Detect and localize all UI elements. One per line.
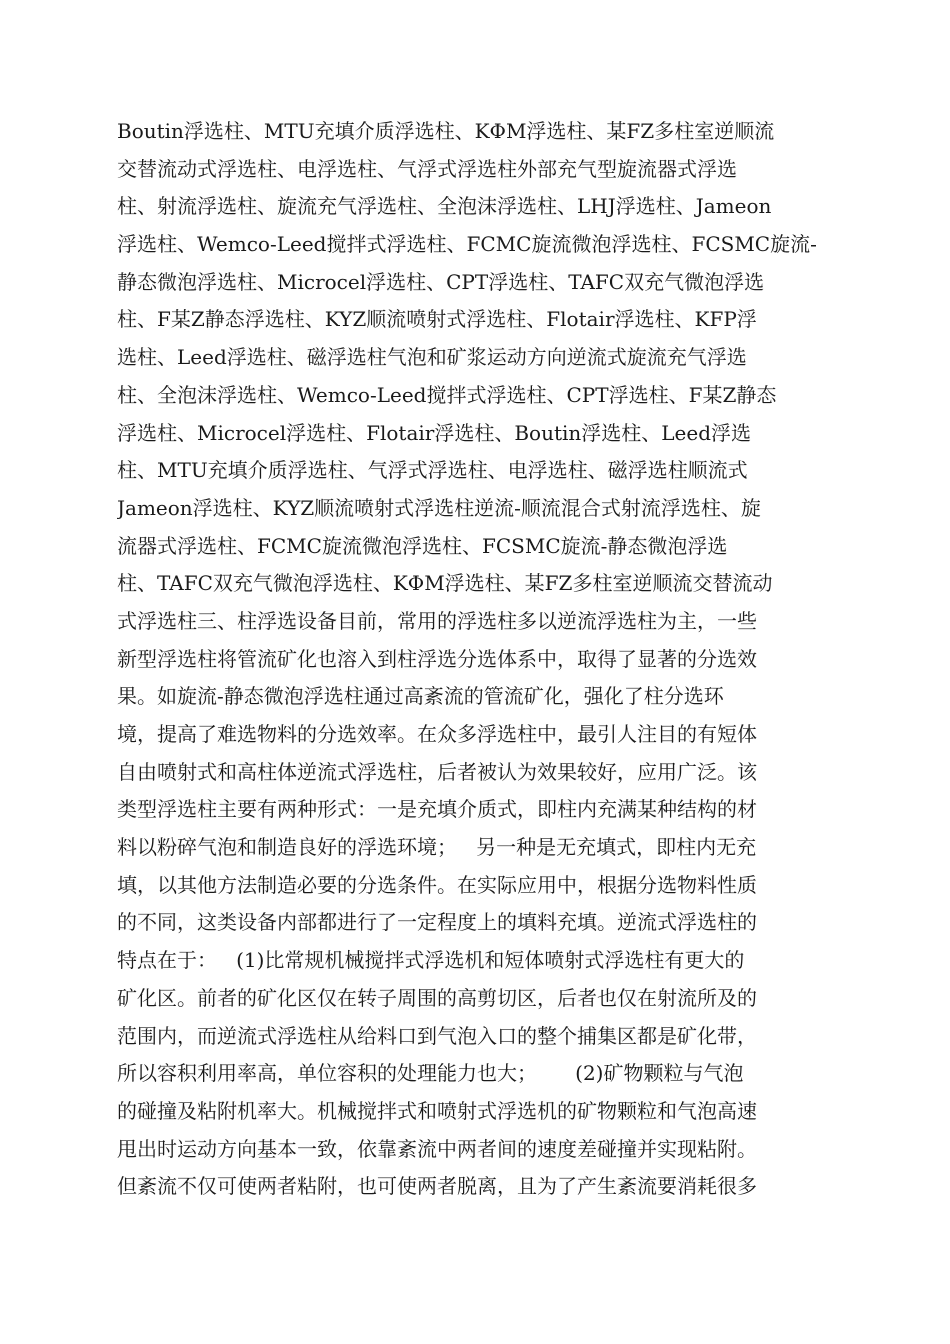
text-line: 范围内，而逆流式浮选柱从给料口到气泡入口的整个捕集区都是矿化带， [117,1023,757,1048]
text-line: 自由喷射式和高柱体逆流式浮选柱，后者被认为效果较好，应用广泛。该 [117,759,757,784]
text-line: 的不同，这类设备内部都进行了一定程度上的填料充填。逆流式浮选柱的 [117,910,757,935]
text-line: 交替流动式浮选柱、电浮选柱、气浮式浮选柱外部充气型旋流器式浮选 [117,156,737,181]
text-line: 式浮选柱三、柱浮选设备目前，常用的浮选柱多以逆流浮选柱为主，一些 [117,608,757,633]
text-line: Jameon浮选柱、KYZ顺流喷射式浮选柱逆流-顺流混合式射流浮选柱、旋 [117,495,761,520]
text-line: 浮选柱、Wemco-Leed搅拌式浮选柱、FCMC旋流微泡浮选柱、FCSMC旋流- [117,232,817,257]
text-line: 浮选柱、Microcel浮选柱、Flotair浮选柱、Boutin浮选柱、Leed浮选 [117,420,752,445]
text-line: 果。如旋流-静态微泡浮选柱通过高紊流的管流矿化，强化了柱分选环 [117,684,724,709]
text-line: 类型浮选柱主要有两种形式：一是充填介质式，即柱内充满某种结构的材 [117,797,757,822]
text-line: 流器式浮选柱、FCMC旋流微泡浮选柱、FCSMC旋流-静态微泡浮选 [117,533,728,558]
text-line: 但紊流不仅可使两者粘附，也可使两者脱离，且为了产生紊流要消耗很多 [117,1174,757,1199]
text-line: 新型浮选柱将管流矿化也溶入到柱浮选分选体系中，取得了显著的分选效 [117,646,757,671]
text-line: 柱、F某Z静态浮选柱、KYZ顺流喷射式浮选柱、Flotair浮选柱、KFP浮 [117,307,757,332]
body-text [117,113,833,1206]
text-line: 所以容积利用率高，单位容积的处理能力也大； (2)矿物颗粒与气泡 [117,1061,744,1086]
text-line: 柱、全泡沫浮选柱、Wemco-Leed搅拌式浮选柱、CPT浮选柱、F某Z静态 [117,382,777,407]
text-line: 料以粉碎气泡和制造良好的浮选环境； 另一种是无充填式，即柱内无充 [117,835,757,860]
text-line: 甩出时运动方向基本一致，依靠紊流中两者间的速度差碰撞并实现粘附。 [117,1136,757,1161]
text-line: 矿化区。前者的矿化区仅在转子周围的高剪切区，后者也仅在射流所及的 [117,985,757,1010]
text-line: Boutin浮选柱、MTU充填介质浮选柱、KΦM浮选柱、某FZ多柱室逆顺流 [117,119,775,143]
text-line: 静态微泡浮选柱、Microcel浮选柱、CPT浮选柱、TAFC双充气微泡浮选 [117,269,765,294]
text-line: 选柱、Leed浮选柱、磁浮选柱气泡和矿浆运动方向逆流式旋流充气浮选 [117,345,747,370]
text-line: 的碰撞及粘附机率大。机械搅拌式和喷射式浮选机的矿物颗粒和气泡高速 [117,1098,757,1123]
text-line: 柱、TAFC双充气微泡浮选柱、KΦM浮选柱、某FZ多柱室逆顺流交替流动 [117,571,773,596]
text-line: 柱、MTU充填介质浮选柱、气浮式浮选柱、电浮选柱、磁浮选柱顺流式 [117,458,748,483]
text-line: 特点在于： (1)比常规机械搅拌式浮选机和短体喷射式浮选柱有更大的 [117,948,745,973]
text-line: 境，提高了难选物料的分选效率。在众多浮选柱中，最引人注目的有短体 [117,722,757,746]
text-line: 填，以其他方法制造必要的分选条件。在实际应用中，根据分选物料性质 [117,872,757,897]
text-line: 柱、射流浮选柱、旋流充气浮选柱、全泡沫浮选柱、LHJ浮选柱、Jameon [117,194,772,219]
